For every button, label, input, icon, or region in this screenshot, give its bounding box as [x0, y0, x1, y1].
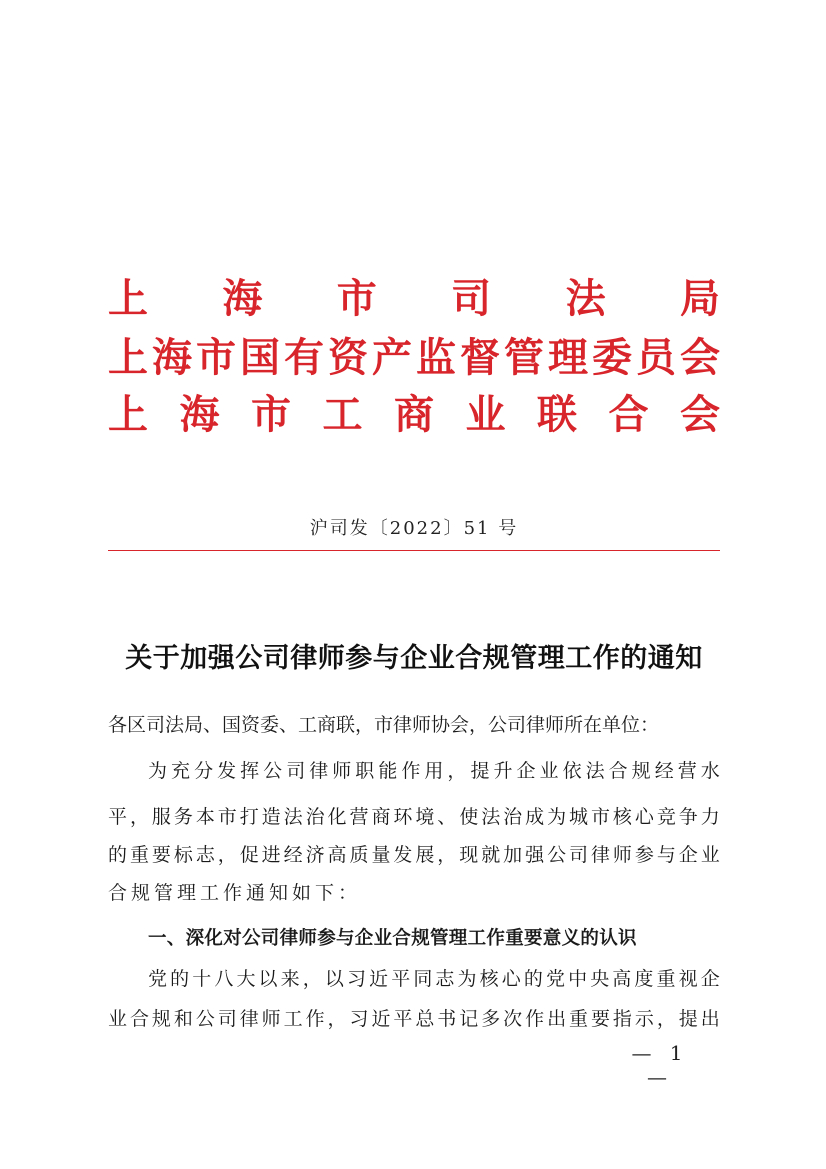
issuer-char: 商 [394, 391, 434, 438]
issuer-char: 上 [108, 334, 148, 381]
issuer-char: 工 [322, 391, 363, 438]
addressee-line: 各区司法局、国资委、工商联，市律师协会，公司律师所在单位： [108, 714, 660, 736]
issuer-guoziwei [108, 333, 720, 383]
issuer-char: 监 [416, 334, 456, 381]
issuer-char: 有 [284, 334, 324, 381]
issuer-char: 司 [451, 275, 492, 322]
paragraph-1-line-3: 的 重 要 标 志 ， 促 进 经 济 高 质 量 发 展 ， 现 就 加 强 公 司 律 师 参 与 企 业 [108, 844, 720, 866]
issuer-char: 海 [179, 391, 220, 438]
paragraph-1-line-1: 为 充 分 发 挥 公 司 律 师 职 能 作 用 ， 提 升 企 业 依 法 合 规 经 营 水 [148, 760, 720, 782]
issuer-char: 业 [465, 391, 506, 438]
issuer-char: 督 [460, 334, 500, 381]
issuer-char: 员 [636, 334, 676, 381]
issuer-char: 委 [592, 334, 632, 381]
issuer-char: 会 [680, 334, 720, 381]
paragraph-2-line-1: 党 的 十 八 大 以 来 ， 以 习 近 平 同 志 为 核 心 的 党 中 央 高 度 重 视 企 [148, 968, 720, 990]
issuer-char: 合 [608, 391, 649, 438]
paragraph-1-line-4: 合规管理工作通知如下： [108, 882, 362, 904]
issuer-char: 资 [328, 334, 368, 381]
issuer-sifaju [108, 274, 720, 324]
document-title: 关于加强公司律师参与企业合规管理工作的通知 [125, 643, 703, 674]
issuer-char: 联 [537, 391, 577, 438]
issuer-char: 市 [336, 275, 377, 322]
issuer-char: 海 [152, 334, 192, 381]
issuer-char: 局 [679, 275, 720, 322]
issuer-char: 产 [372, 334, 412, 381]
page-number: — 1 — [631, 1041, 689, 1089]
issuer-char: 市 [251, 391, 291, 438]
issuer-char: 法 [565, 275, 606, 322]
issuer-char: 管 [504, 334, 544, 381]
issuer-char: 会 [680, 391, 720, 438]
red-divider-line [108, 550, 720, 551]
issuer-char: 上 [108, 275, 148, 322]
issuer-char: 市 [196, 334, 236, 381]
paragraph-1-line-2: 平 ， 服 务 本 市 打 造 法 治 化 营 商 环 境 、 使 法 治 成 为 城 市 核 心 竞 争 力 [108, 806, 720, 828]
section-1-heading: 一、深化对公司律师参与企业合规管理工作重要意义的认识 [148, 928, 637, 949]
issuer-char: 理 [548, 334, 588, 381]
issuer-char: 海 [222, 275, 263, 322]
paragraph-2-line-2: 业 合 规 和 公 司 律 师 工 作 ， 习 近 平 总 书 记 多 次 作 出 重 要 指 示 ， 提 出 [108, 1008, 720, 1030]
issuer-char: 上 [108, 391, 148, 438]
issuer-char: 国 [240, 334, 280, 381]
issuer-gongshanglian [108, 390, 720, 440]
document-number: 沪司发〔2022〕51 号 [309, 518, 519, 539]
